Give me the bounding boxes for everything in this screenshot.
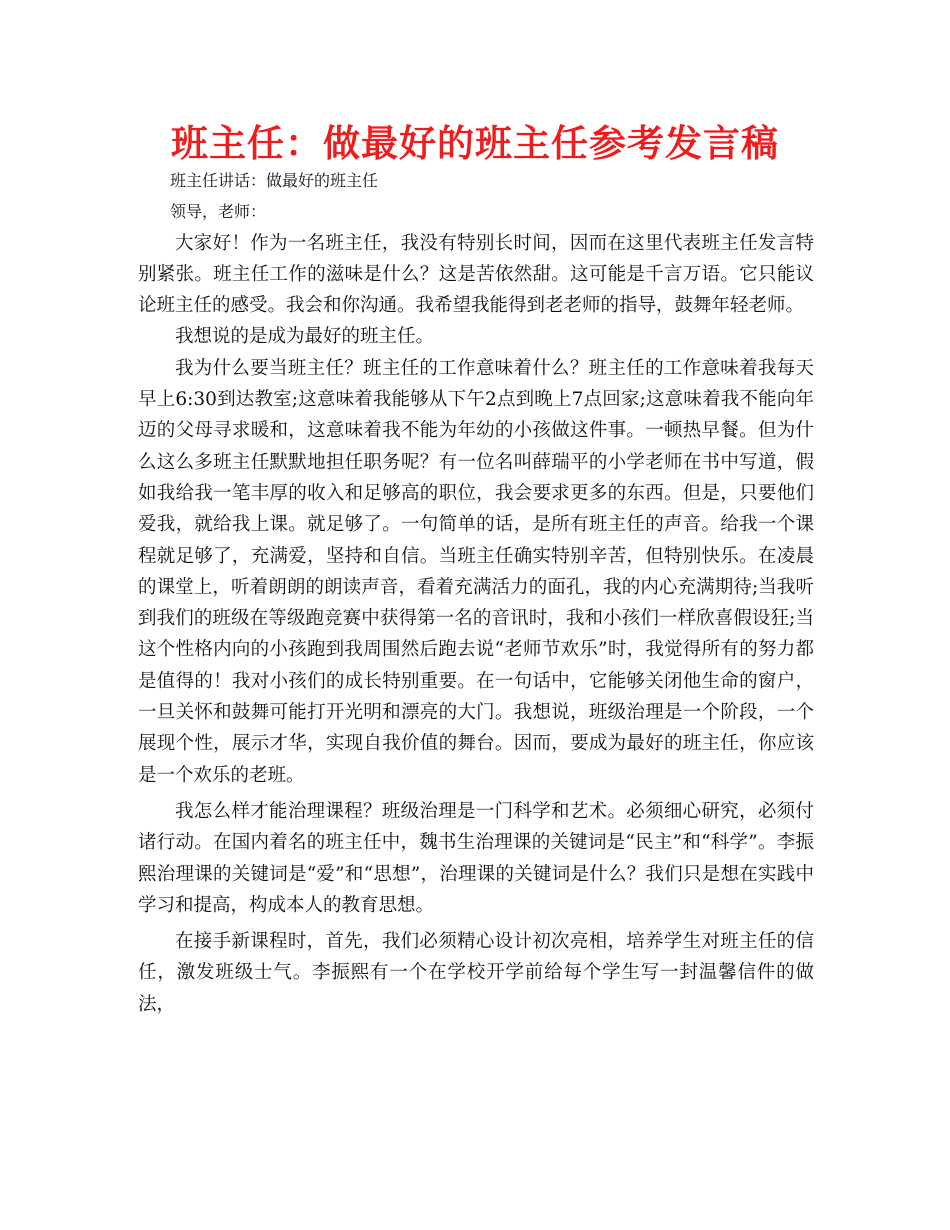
paragraph-why: 我为什么要当班主任？班主任的工作意味着什么？班主任的工作意味着我每天早上6:30到达教室;这意味着我能够从下午2点到晚上7点回家;这意味着我不能向年迈的父母寻求暖和，这意味着我不能为年幼的小孩做这件事。一顿热早餐。但为什么这么多班主任默默地担任职务呢？有一位名叫薛瑞平的小学老师在书中写道，假如我给我一笔丰厚的收入和足够高的职位，我会要求更多的东西。但是，只要他们爱我，就给我上课。就足够了。一句简单的话，是所有班主任的声音。给我一个课程就足够了，充满爱，坚持和自信。当班主任确实特别辛苦，但特别快乐。在凌晨的课堂上，听着朗朗的朗读声音，看着充满活力的面孔，我的内心充满期待;当我听到我们的班级在等级跑竞赛中获得第一名的音讯时，我和小孩们一样欣喜假设狂;当这个性格内向的小孩跑到我周围然后跑去说“老师节欢乐”时，我觉得所有的努力都是值得的！我对小孩们的成长特别重要。在一句话中，它能够关闭他生命的窗户，一旦关怀和鼓舞可能打开光明和漂亮的大门。我想说，班级治理是一个阶段，一个展现个性，展示才华，实现自我价值的舞台。因而，要成为最好的班主任，你应该是一个欢乐的老班。 [138, 357, 814, 786]
paragraph-opening: 大家好！作为一名班主任，我没有特别长时间，因而在这里代表班主任发言特别紧张。班主任工作的滋味是什么？这是苦依然甜。这可能是千言万语。它只能议论班主任的感受。我会和你沟通。我希望我能得到老老师的指导，鼓舞年轻老师。 [138, 232, 814, 317]
page-title: 班主任：做最好的班主任参考发言稿 [171, 121, 779, 165]
paragraph-theme: 我想说的是成为最好的班主任。 [175, 326, 435, 348]
paragraph-greeting: 领导，老师： [170, 202, 267, 222]
paragraph-subtitle: 班主任讲话：做最好的班主任 [170, 171, 379, 190]
paragraph-new-class: 在接手新课程时，首先，我们必须精心设计初次亮相，培养学生对班主任的信任，激发班级士气。李振熙有一个在学校开学前给每个学生写一封温馨信件的做法， [138, 931, 814, 1015]
paragraph-how: 我怎么样才能治理课程？班级治理是一门科学和艺术。必须细心研究，必须付诸行动。在国内着名的班主任中，魏书生治理课的关键词是“民主”和“科学”。李振熙治理课的关键词是“爱”和“思想”，治理课的关键词是什么？我们只是想在实践中学习和提高，构成本人的教育思想。 [138, 800, 814, 916]
document-body [138, 165, 814, 1020]
